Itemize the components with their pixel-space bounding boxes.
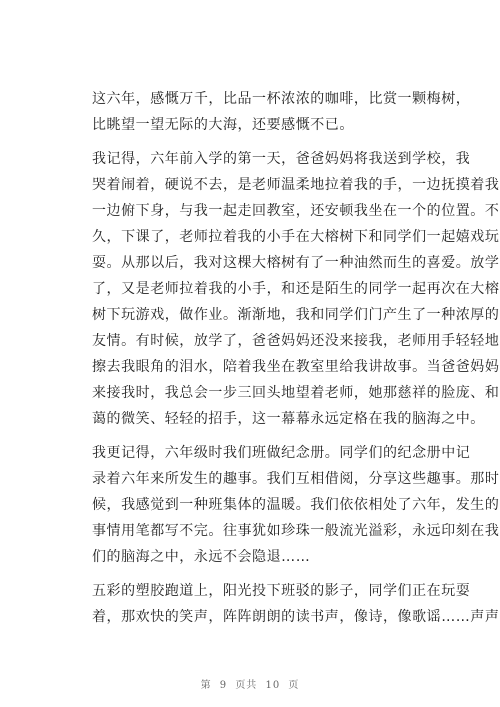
page-footer (0, 676, 500, 691)
paragraph-gap (92, 432, 412, 440)
text-line: 比眺望一望无际的大海，还要感慨不已。 (92, 117, 354, 133)
paragraph-gap (92, 138, 412, 146)
text-line: 五彩的塑胶跑道上，阳光投下班驳的影子，同学们正在玩耍 (92, 583, 471, 599)
text-line: 我更记得，六年级时我们班做纪念册。同学们的纪念册中记 (92, 445, 471, 461)
text-line: 们的脑海之中，永远不会隐退…… (92, 549, 311, 565)
text-line: 这六年，感慨万千，比品一杯浓浓的咖啡，比赏一颗梅树， (92, 91, 471, 107)
text-line: 候，我感觉到一种班集体的温暖。我们依依相处了六年，发生的 (92, 497, 500, 513)
text-line: 蔼的微笑、轻轻的招手，这一幕幕永远定格在我的脑海之中。 (92, 411, 485, 427)
text-line: 友情。有时候，放学了，爸爸妈妈还没来接我，老师用手轻轻地 (92, 333, 500, 349)
text-line: 擦去我眼角的泪水，陪着我坐在教室里给我讲故事。当爸爸妈妈 (92, 359, 500, 375)
paragraph (92, 86, 471, 138)
paragraph (92, 440, 500, 570)
document-body (92, 86, 500, 630)
paragraph (92, 146, 500, 432)
text-line: 耍。从那以后，我对这棵大榕树有了一种油然而生的喜爱。放学 (92, 255, 500, 271)
text-line: 来接我时，我总会一步三回头地望着老师，她那慈祥的脸庞、和 (92, 385, 500, 401)
footer-total-pages: 10 (265, 680, 281, 691)
footer-prefix: 第 (200, 680, 212, 691)
text-line: 着，那欢快的笑声，阵阵朗朗的读书声，像诗，像歌谣……声声 (92, 609, 500, 625)
text-line: 录着六年来所发生的趣事。我们互相借阅，分享这些趣事。那时 (92, 471, 500, 487)
footer-suffix: 页 (288, 680, 300, 691)
text-line: 久，下课了，老师拉着我的小手在大榕树下和同学们一起嬉戏玩 (92, 229, 500, 245)
paragraph (92, 578, 500, 630)
paragraph-gap (92, 570, 412, 578)
footer-middle: 页共 (235, 680, 258, 691)
text-line: 我记得，六年前入学的第一天，爸爸妈妈将我送到学校，我 (92, 151, 471, 167)
text-line: 哭着闹着，硬说不去，是老师温柔地拉着我的手，一边抚摸着我 (92, 177, 500, 193)
text-line: 树下玩游戏，做作业。渐渐地，我和同学们门产生了一种浓厚的 (92, 307, 500, 323)
text-line: 事情用笔都写不完。往事犹如珍珠一般流光溢彩，永远印刻在我 (92, 523, 500, 539)
text-line: 一边俯下身，与我一起走回教室，还安顿我坐在一个的位置。不 (92, 203, 500, 219)
text-line: 了，又是老师拉着我的小手，和还是陌生的同学一起再次在大榕 (92, 281, 500, 297)
footer-page-number: 9 (219, 680, 228, 691)
